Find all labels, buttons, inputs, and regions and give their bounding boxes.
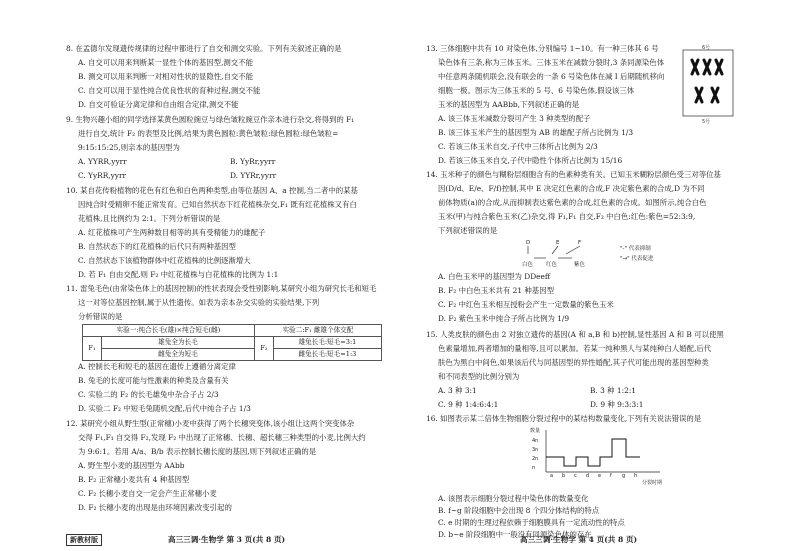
q12-option-a: A. 野生型小麦的基因型为 AAbb	[78, 461, 185, 470]
q15-stem-line3: 肤色为黑白中间色,如果该后代与同基因型的异性婚配,其子代可能出现的基因型种类	[438, 358, 709, 367]
pigment-purple: 紫色	[574, 262, 586, 268]
pathway-diagram	[520, 236, 720, 270]
q13-option-d: D. 若该三体玉米自交,子代中隐性个体所占比例为 15/16	[438, 156, 623, 165]
q14-option-c: C. F₂ 中红色玉米相互授粉会产生一定数量的紫色玉米	[438, 300, 614, 309]
q10-stem-line1: 10. 某自花传粉植物的花色有红色和白色两种类型,由等位基因 A、a 控制,当二者中的某基	[66, 186, 358, 195]
q13-stem-line1: 13. 三体细胞中共有 10 对染色体,分别编号 1~10。有一种三体其 6 号	[426, 44, 659, 53]
q16-option-c: C. e 时期的生理过程依赖于细胞膜具有一定流动性的特点	[438, 518, 625, 527]
q9-option-c: C. YyRR,yyrr	[78, 171, 127, 180]
q14-stem-line5: 下列叙述错误的是	[438, 226, 498, 235]
q9-stem-line2: 进行自交,统计 F₂ 的表型及比例,结果为黄色圆粒:黄色皱粒:绿色圆粒:绿色皱粒=	[78, 129, 339, 138]
q12-stem-line3: 为 9:6:1。若用 A/a、B/b 表示控制长穗长度的基因,则下列叙述正确的是	[78, 447, 317, 456]
x-point: b	[562, 473, 566, 479]
q14-option-a: A. 白色玉米甲的基因型为 DDeeff	[438, 272, 551, 281]
q12-option-c: C. F₂ 长穗小麦自交一定会产生正常穗小麦	[78, 489, 217, 498]
y-tick: 2n	[532, 456, 539, 462]
legend-inhibit: "-" 代表抑制	[620, 246, 651, 252]
x-point: c	[574, 473, 577, 479]
page-4	[400, 0, 800, 551]
table-f1-label: F₁	[83, 337, 102, 361]
graph-ylabel: 数量	[530, 428, 541, 434]
graph-xlabel: 分裂时期	[642, 480, 663, 486]
pigment-white: 白色	[522, 262, 534, 268]
q16-option-b: B. f~g 阶段细胞中会出现 8 个四分体结构的特点	[438, 506, 600, 515]
q13-option-b: B. 该三体玉米产生的基因型为 AB 的雄配子所占比例为 1/3	[438, 128, 634, 137]
q14-stem-line4: 玉米(甲)与纯合紫色玉米(乙)杂交,得 F₁,F₁ 自交,F₂ 中白色:红色:紫色=52:3:9,	[438, 212, 696, 221]
table-header-exp2: 实验二:F₁ 雌雄个体交配	[254, 325, 381, 337]
q13-stem-line4: 细胞一极。图示为三体玉米的 5 号、6 号染色体,假设该三体	[438, 86, 635, 95]
q8-option-d: D. 自交可验证分离定律和自由组合定律,测交不能	[78, 100, 239, 109]
q10-option-c: C. 自然状态下该植物群体中红花植株的比例逐渐增大	[78, 256, 251, 265]
q8-option-b: B. 测交可以用来判断一对相对性状的显隐性,自交不能	[78, 72, 254, 81]
x-point: a	[550, 473, 554, 479]
q10-option-d: D. 若 F₁ 自由交配,则 F₂ 中红花植株与白花植株的比例为 1:1	[78, 270, 279, 279]
q16-graph	[530, 426, 680, 490]
graph-axes	[546, 430, 660, 472]
graph-line	[546, 439, 640, 466]
gene-f: F	[578, 240, 582, 246]
y-tick: 3n	[532, 447, 539, 453]
edition-badge: 新教材版	[66, 534, 102, 546]
q11-stem-line1: 11. 雷兔毛色(由常染色体上的基因控制)的性状表现会受性别影响,某研究小组为研究长毛和短毛	[66, 284, 377, 293]
q9-stem-line3: 9:15:15:25,则亲本的基因型为	[78, 143, 180, 152]
label-5: 5号	[702, 119, 711, 124]
q14-option-b: B. F₂ 中白色玉米共有 21 种基因型	[438, 286, 554, 295]
table-cell: 雄兔全为长毛	[102, 337, 255, 349]
q12-stem-line1: 12. 某研究小组从野生型(正常穗)小麦中获得了两个长穗突变体,该小组让这两个突变体杂	[66, 419, 355, 428]
y-tick: 4n	[532, 438, 539, 444]
q15-stem-line2: 色素量增加,两者增加的量相等,且可以累加。若某一纯种黑人与某纯种白人婚配,后代	[438, 344, 712, 353]
x-point: g	[622, 473, 626, 479]
q15-option-d: D. 9 种 9:3:3:1	[590, 400, 644, 409]
q9-option-a: A. YYRR,yyrr	[78, 157, 127, 166]
q8-option-c: C. 自交可以用于显性纯合优良性状的育种过程,测交不能	[78, 86, 261, 95]
q14-stem-line2: 因(D/d、E/e、F/f)控制,其中 E 决定红色素的合成,F 决定紫色素的合成,D 为不同	[438, 184, 705, 193]
q16-option-a: A. 该图表示细胞分裂过程中染色体的数量变化	[438, 494, 589, 503]
q9-option-d: D. YYRr,yyrr	[230, 171, 277, 180]
x-point: d	[586, 473, 590, 479]
pathway-arrows	[528, 246, 580, 258]
q13-stem-line5: 玉米的基因型为 AABbb,下列叙述正确的是	[438, 100, 580, 109]
q15-stem-line4: 和不同表型的比例分别为	[438, 372, 520, 381]
q13-option-a: A. 该三体玉米减数分裂可产生 3 种类型的配子	[438, 114, 591, 123]
q11-option-a: A. 控制长毛和短毛的基因在遗传上遵循分离定律	[78, 362, 236, 371]
x-point: e	[598, 473, 602, 479]
q14-stem-line1: 14. 玉米种子的颜色与糊粉层细胞含有的色素种类有关。已知玉米糊粉层颜色受三对等位基	[426, 170, 721, 179]
q14-stem-line3: 前体物质(a)的合成,从而抑制表达紫色素的合成,红色素的合成。如图所示,纯合白色	[438, 198, 707, 207]
q12-option-d: D. F₂ 长穗小麦的出现是由环境因素改变引起的	[78, 503, 232, 512]
q11-stem-line2: 这一对等位基因控制,属于从性遗传。如表为亲本杂交实验的实验结果,下列	[78, 298, 320, 307]
q11-option-b: B. 兔毛的长度可能与性激素的种类及含量有关	[78, 376, 229, 385]
gene-d: D	[526, 240, 531, 246]
q10-option-a: A. 红花植株可产生两种数目相等的具有受精能力的雄配子	[78, 228, 266, 237]
label-6: 6号	[702, 45, 711, 51]
table-cell: 雌兔长毛:短毛=1:3	[273, 349, 381, 361]
page-footer: 高三三调·生物学 第 4 页(共 8 页)	[520, 535, 638, 544]
chromosome-figure	[682, 44, 734, 124]
table-cell: 雌兔全为短毛	[102, 349, 255, 361]
pigment-red: 红色	[546, 262, 558, 268]
q9-stem-line1: 9. 生物兴趣小组的同学选择某黄色圆粒豌豆与绿色皱粒豌豆作亲本进行杂交,将得到的 F₁	[66, 115, 355, 124]
q11-option-d: D. 实验二 F₂ 中短毛兔随机交配,后代中纯合子占 1/3	[78, 404, 251, 413]
q9-option-b: B. YyRr,yyrr	[230, 157, 276, 166]
q10-stem-line2: 因纯合时受精卵不能正常发育。已知自然状态下红花植株杂交,F₁ 既有红花植株又有白	[78, 200, 357, 209]
legend-promote: "→" 代表促进	[620, 256, 654, 262]
q11-stem-line3: 分析错误的是	[78, 312, 123, 321]
q13-stem-line3: 中任意两条随机联会,没有联会的一条 6 号染色体在减 I 后期随机移向	[438, 72, 665, 81]
q8-stem: 8. 在孟德尔发现遗传规律的过程中都进行了自交和测交实验。下列有关叙述正确的是	[66, 44, 342, 53]
q10-option-b: B. 自然状态下的红花植株的后代只有两种基因型	[78, 242, 236, 251]
x-point: f	[610, 473, 612, 479]
table-cell: 雄兔长毛:短毛=3:1	[273, 337, 381, 349]
q14-option-d: D. F₂ 紫色玉米中纯合子所占比例为 1/9	[438, 314, 570, 323]
q15-option-c: C. 9 种 1:4:6:4:1	[438, 400, 499, 409]
gene-e: E	[556, 240, 560, 246]
y-tick: n	[532, 465, 536, 471]
q13-option-c: C. 若该三体玉米自交,子代中三体所占比例为 2/3	[438, 142, 598, 151]
q8-option-a: A. 自交可以用来判断某一显性个体的基因型,测交不能	[78, 58, 253, 67]
page-footer: 高三三调·生物学 第 3 页(共 8 页)	[168, 535, 286, 544]
table-f2-label: F₂	[254, 337, 273, 361]
q13-stem-line2: 染色体有三条,称为三体玉米。三体玉米在减数分裂时,3 条同源染色体	[438, 58, 665, 67]
table-header-exp1: 实验一:纯合长毛(雄)×纯合短毛(雌)	[83, 325, 255, 337]
q15-option-b: B. 3 种 1:2:1	[590, 386, 637, 395]
q15-stem-line1: 15. 人类皮肤的颜色由 2 对独立遗传的基因(A 和 a,B 和 b)控制,显性基因 A 和 B 可以使黑	[426, 330, 724, 339]
q16-stem: 16. 如图表示某二倍体生物细胞分裂过程中的某结构数量变化,下列有关说法错误的是	[426, 414, 702, 423]
q16-option-d: D. b~e 阶段细胞中一般没有同源染色体的存在	[438, 530, 592, 539]
q12-option-b: B. F₂ 正常穗小麦共有 4 种基因型	[78, 475, 190, 484]
q11-option-c: C. 实验二的 F₂ 的长毛雄兔中杂合子占 2/3	[78, 390, 219, 399]
q15-option-a: A. 3 种 3:1	[438, 386, 477, 395]
q10-stem-line3: 花植株,且比例约为 2:1。下列分析错误的是	[78, 214, 221, 223]
chromosome-set	[692, 60, 722, 102]
q12-stem-line2: 交得 F₁,F₁ 自交得 F₂,发现 F₂ 中出现了正常穗、长穗、超长穗三种类型的小麦,比例大约	[78, 433, 366, 442]
q11-result-table	[82, 324, 382, 361]
x-point: h	[634, 473, 638, 479]
